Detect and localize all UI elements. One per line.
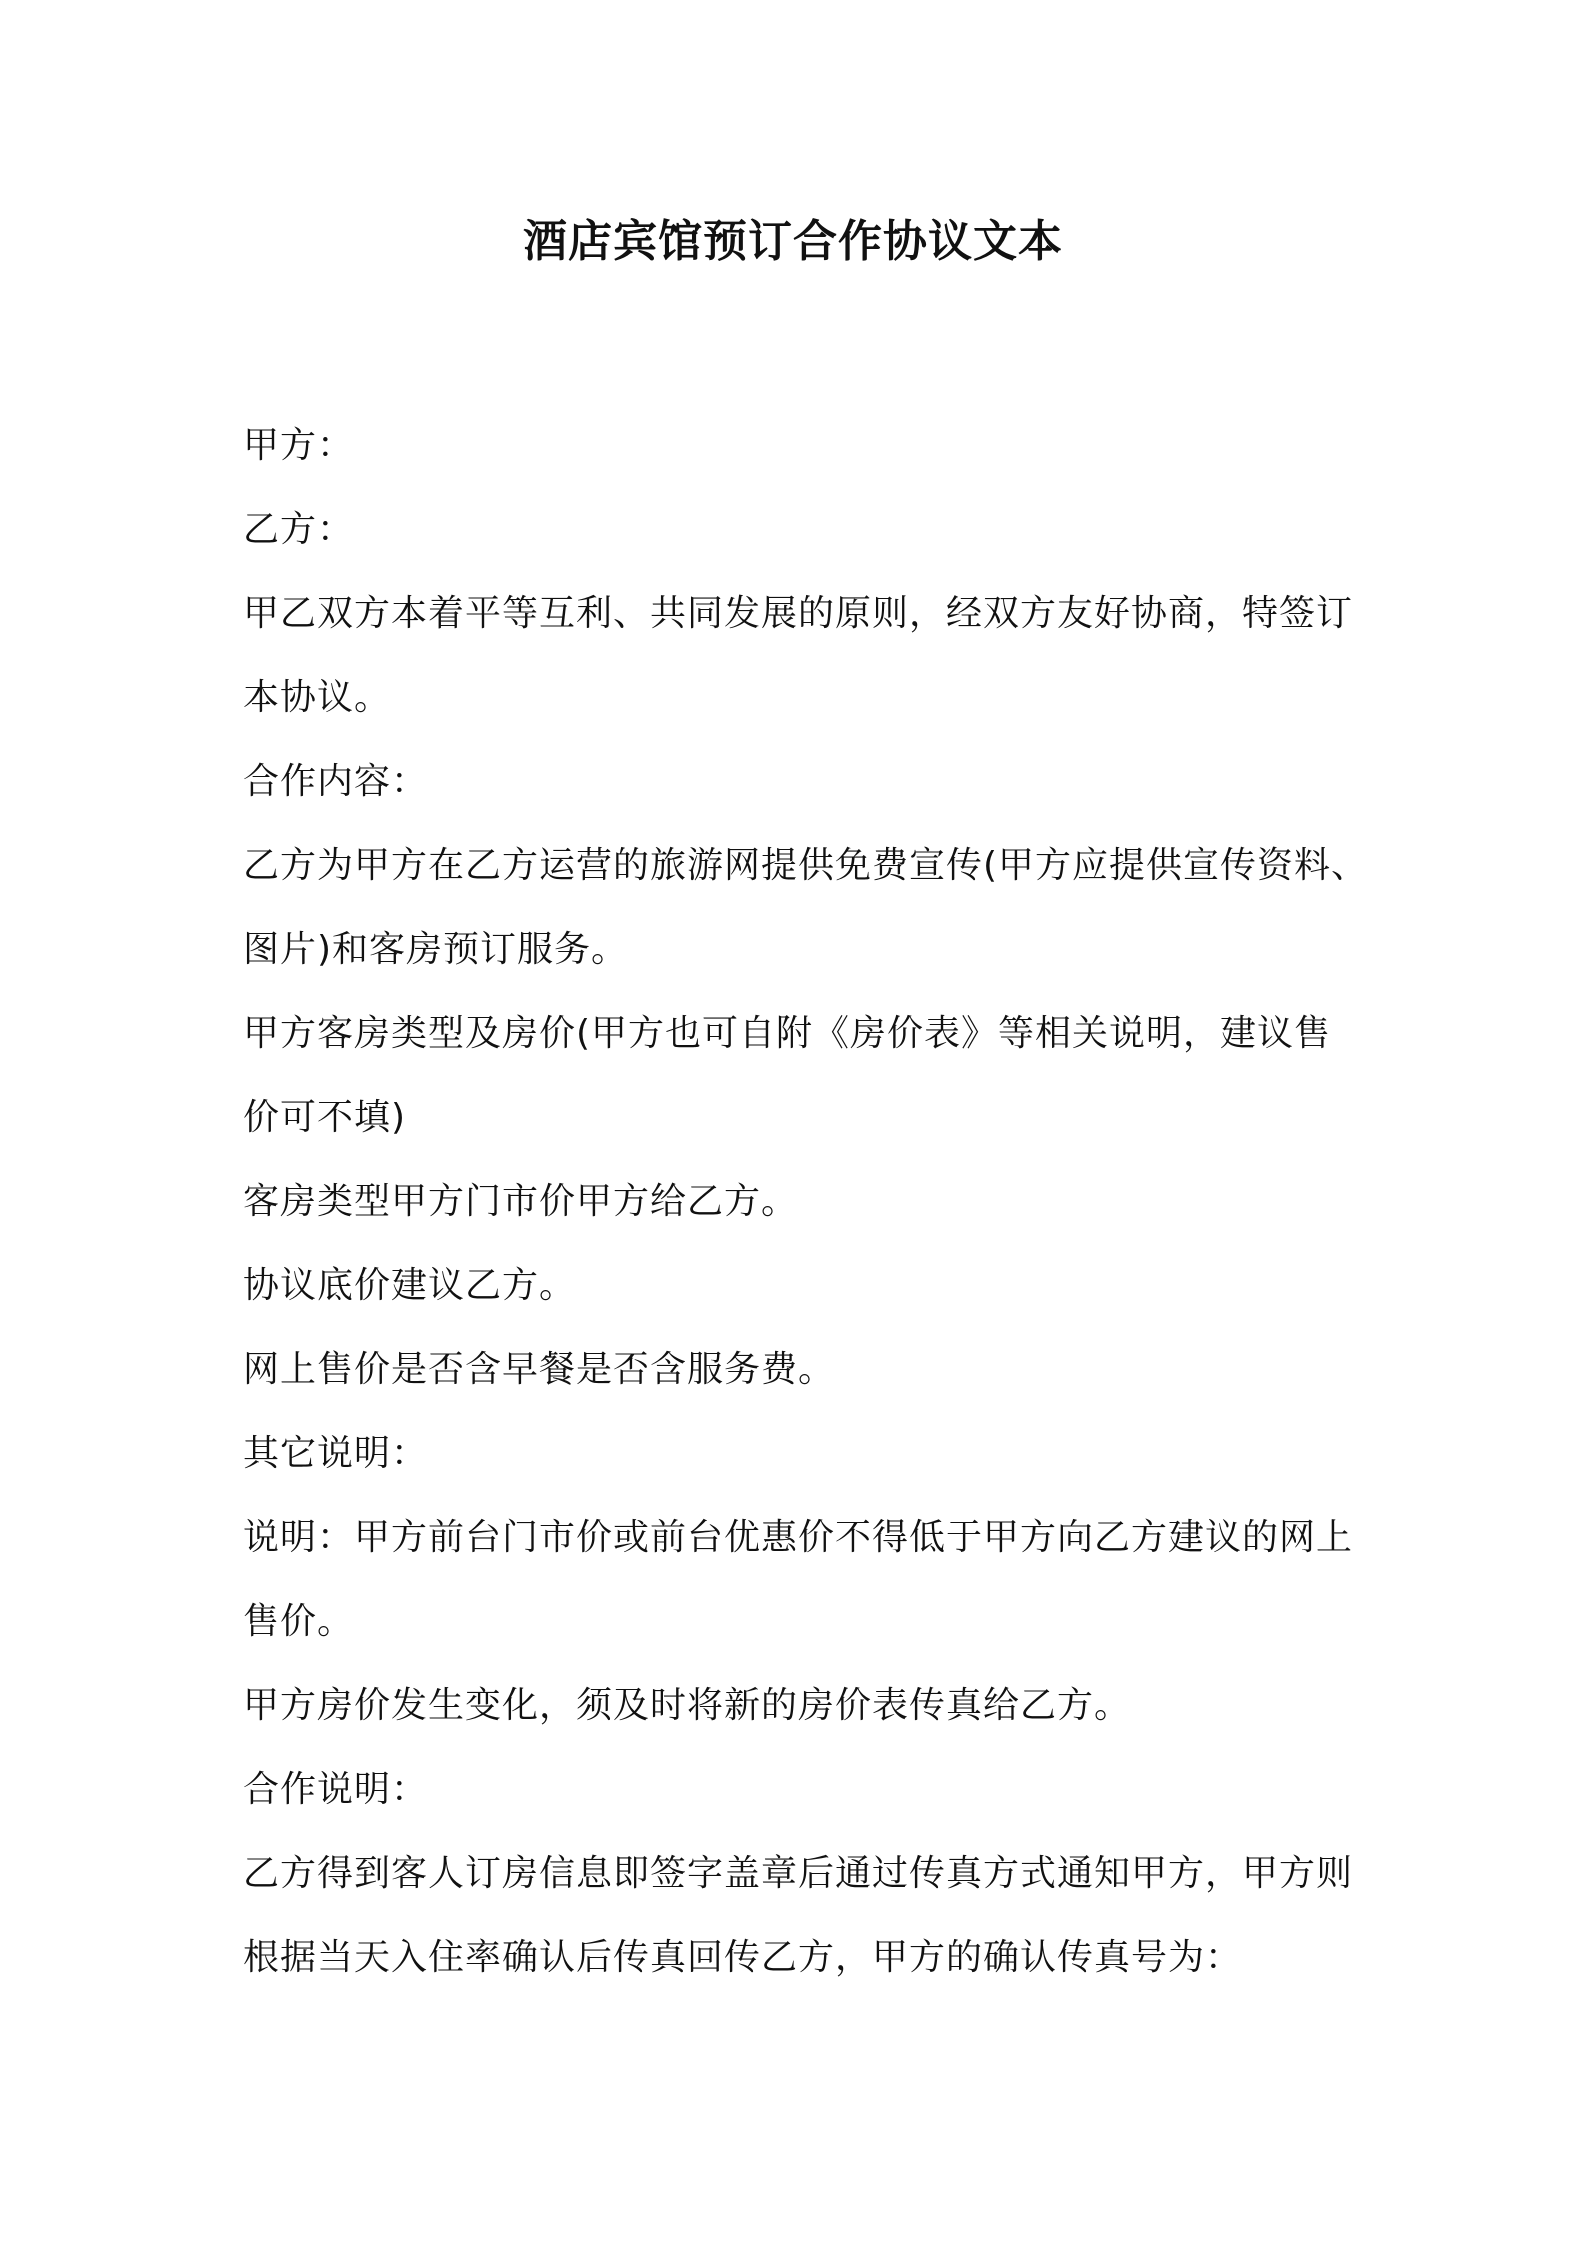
paragraph-line: 根据当天入住率确认后传真回传乙方，甲方的确认传真号为：	[243, 1937, 1243, 1978]
section-heading-cooperation-content: 合作内容：	[243, 761, 429, 802]
party-b-line: 乙方：	[243, 509, 355, 550]
preamble-line-2: 本协议。	[243, 677, 392, 718]
paragraph-line: 乙方得到客人订房信息即签字盖章后通过传真方式通知甲方，甲方则	[243, 1853, 1354, 1894]
section-heading-other-notes: 其它说明：	[243, 1433, 429, 1474]
paragraph-line: 乙方为甲方在乙方运营的旅游网提供免费宣传(甲方应提供宣传资料、	[243, 845, 1369, 886]
document-title: 酒店宾馆预订合作协议文本	[523, 216, 1063, 267]
paragraph-line: 协议底价建议乙方。	[243, 1265, 577, 1306]
paragraph-line: 图片)和客房预订服务。	[243, 929, 629, 970]
preamble-line-1: 甲乙双方本着平等互利、共同发展的原则，经双方友好协商，特签订	[243, 593, 1354, 634]
paragraph-line: 甲方房价发生变化，须及时将新的房价表传真给乙方。	[243, 1685, 1132, 1726]
document-body	[243, 404, 1369, 2000]
paragraph-line: 网上售价是否含早餐是否含服务费。	[243, 1349, 836, 1390]
paragraph-line: 价可不填)	[243, 1097, 407, 1138]
paragraph-line: 甲方客房类型及房价(甲方也可自附《房价表》等相关说明，建议售	[243, 1013, 1332, 1054]
section-heading-cooperation-notes: 合作说明：	[243, 1769, 429, 1810]
party-a-line: 甲方：	[243, 425, 355, 466]
paragraph-line: 售价。	[243, 1601, 355, 1642]
paragraph-line: 说明：甲方前台门市价或前台优惠价不得低于甲方向乙方建议的网上	[243, 1517, 1354, 1558]
paragraph-line: 客房类型甲方门市价甲方给乙方。	[243, 1181, 799, 1222]
